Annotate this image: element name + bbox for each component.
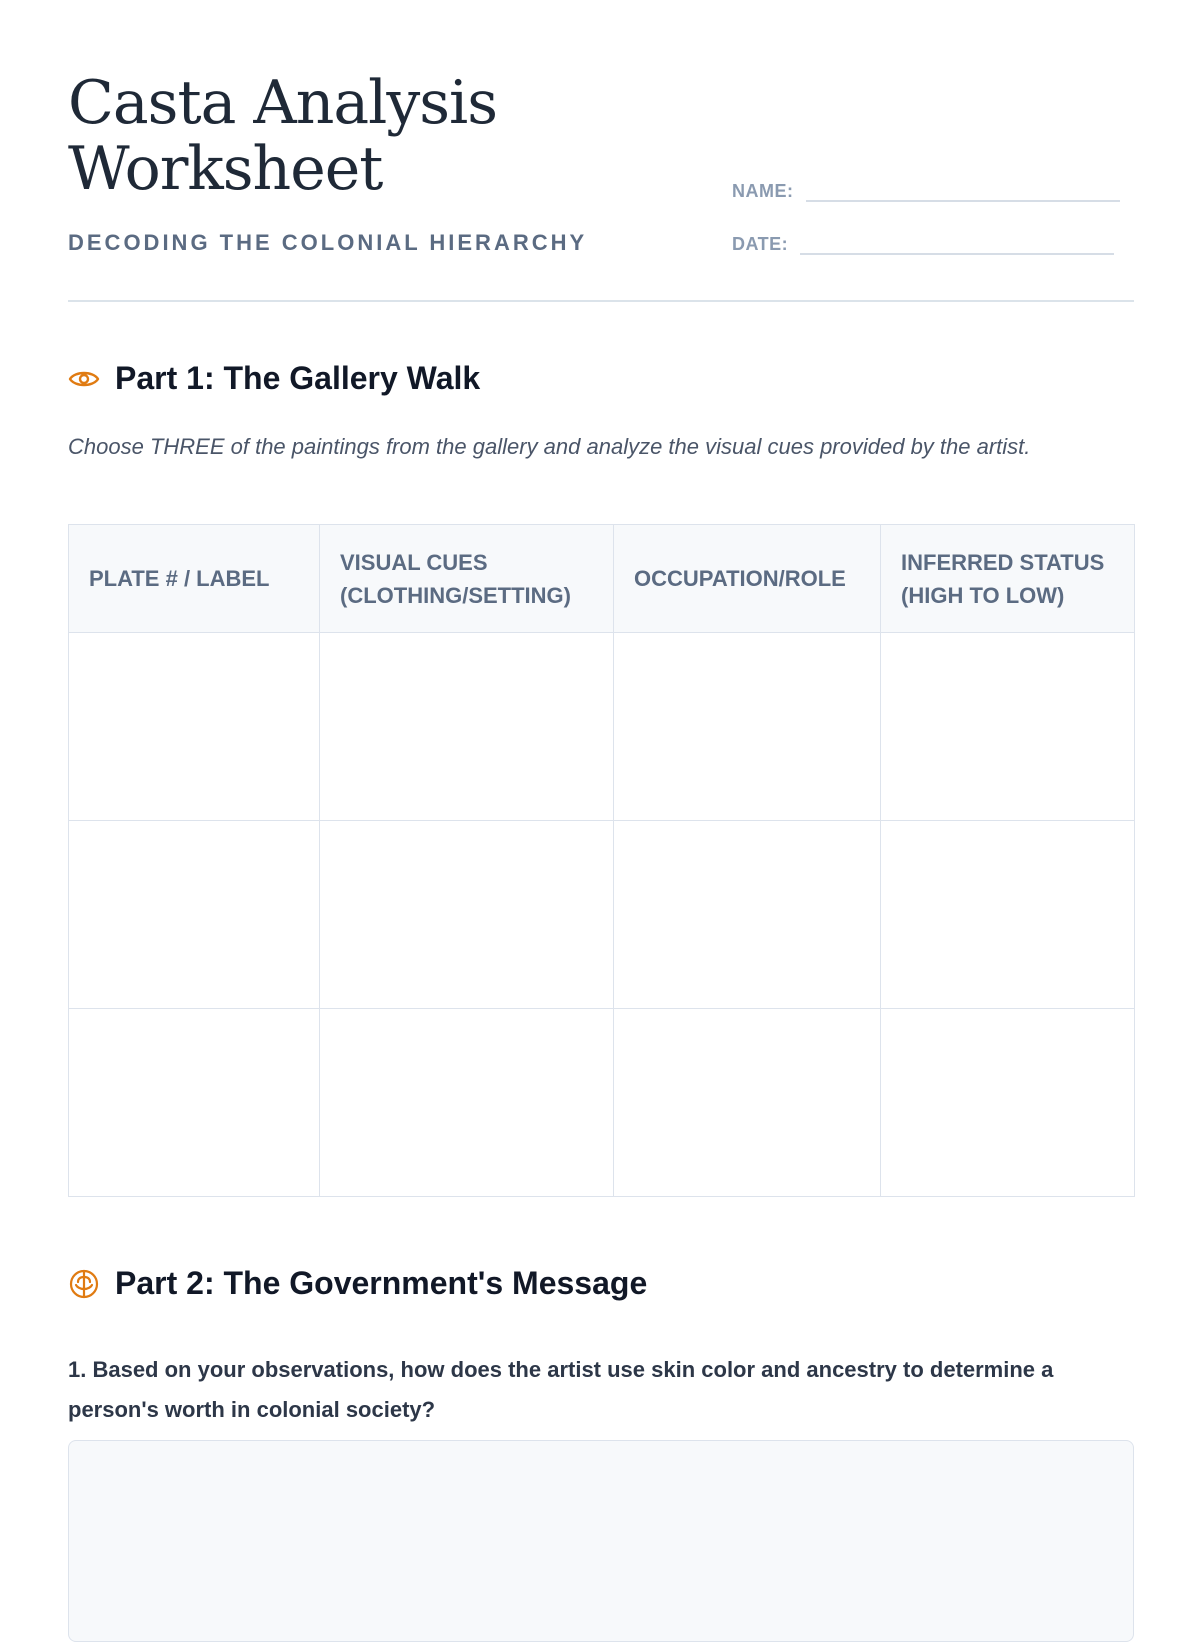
- table-cell[interactable]: [69, 1009, 320, 1197]
- part1-instructions: Choose THREE of the paintings from the gallery and analyze the visual cues provided by the artist.: [68, 434, 1031, 459]
- title-line-1: Casta Analysis: [68, 68, 498, 138]
- question-1: 1. Based on your observations, how does the artist use skin color and ancestry to determine a person's worth in colonial society?: [68, 1357, 1054, 1422]
- worksheet-page: [68, 0, 1134, 1422]
- part1-heading: Part 1: The Gallery Walk: [115, 360, 481, 396]
- table-row: [69, 633, 1135, 821]
- page-title: [68, 70, 628, 202]
- eye-icon: [68, 363, 100, 395]
- part2-heading-row: [68, 1265, 647, 1302]
- part1-heading-row: [68, 360, 480, 397]
- gallery-walk-table: [68, 524, 1135, 1197]
- name-field: [732, 172, 1120, 202]
- page-subtitle: DECODING THE COLONIAL HIERARCHY: [68, 230, 588, 255]
- name-input-line[interactable]: [806, 172, 1120, 202]
- table-cell[interactable]: [69, 821, 320, 1009]
- table-cell[interactable]: [320, 821, 614, 1009]
- table-row: [69, 821, 1135, 1009]
- column-header: PLATE # / LABEL: [69, 525, 320, 633]
- table-cell[interactable]: [69, 633, 320, 821]
- table-row: [69, 1009, 1135, 1197]
- name-label: NAME:: [732, 181, 794, 201]
- table-cell[interactable]: [320, 633, 614, 821]
- table-cell[interactable]: [881, 633, 1135, 821]
- date-field: [732, 225, 1114, 255]
- table-header-row: [69, 525, 1135, 633]
- table-cell[interactable]: [320, 1009, 614, 1197]
- column-header: OCCUPATION/ROLE: [614, 525, 881, 633]
- brain-icon: [68, 1268, 100, 1300]
- date-input-line[interactable]: [800, 225, 1114, 255]
- table-cell[interactable]: [614, 1009, 881, 1197]
- table-cell[interactable]: [881, 821, 1135, 1009]
- table-cell[interactable]: [881, 1009, 1135, 1197]
- table-cell[interactable]: [614, 821, 881, 1009]
- column-header: INFERRED STATUS (HIGH TO LOW): [881, 525, 1135, 633]
- answer-box-1[interactable]: [68, 1440, 1134, 1642]
- worksheet-header: [68, 0, 1134, 302]
- table-cell[interactable]: [614, 633, 881, 821]
- part2-heading: Part 2: The Government's Message: [115, 1265, 648, 1301]
- title-line-2: Worksheet: [68, 134, 383, 204]
- column-header: VISUAL CUES (CLOTHING/SETTING): [320, 525, 614, 633]
- date-label: DATE:: [732, 234, 789, 254]
